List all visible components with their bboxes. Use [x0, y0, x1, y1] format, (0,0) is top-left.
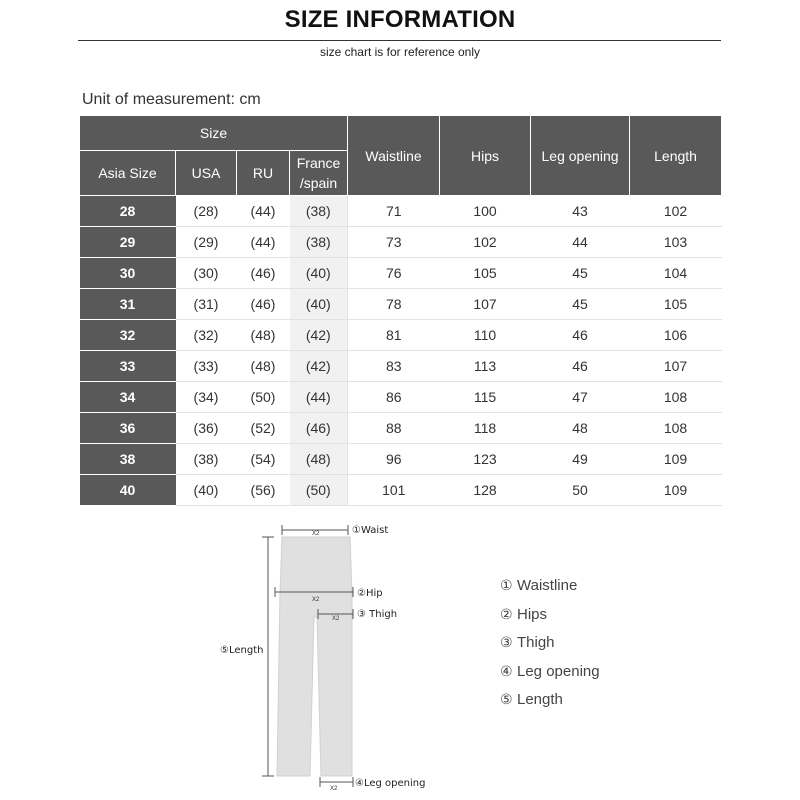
- table-cell: 45: [531, 258, 630, 289]
- table-cell: 102: [440, 227, 531, 258]
- col-header-leg-opening: Leg opening: [531, 116, 630, 196]
- legend-number: ②: [500, 606, 513, 623]
- table-cell: (44): [237, 196, 290, 227]
- table-cell: 115: [440, 382, 531, 413]
- table-cell: 33: [80, 351, 176, 382]
- table-cell: 30: [80, 258, 176, 289]
- table-cell: (42): [290, 351, 348, 382]
- table-cell: (30): [176, 258, 237, 289]
- unit-label: Unit of measurement: cm: [82, 91, 261, 108]
- table-cell: 50: [531, 475, 630, 506]
- table-row: [80, 258, 722, 289]
- table-cell: 128: [440, 475, 531, 506]
- page-title: SIZE INFORMATION: [284, 6, 516, 33]
- pants-shape: [277, 537, 352, 776]
- pants-diagram: [210, 510, 460, 800]
- table-cell: (33): [176, 351, 237, 382]
- table-cell: 104: [630, 258, 722, 289]
- table-cell: 36: [80, 413, 176, 444]
- table-cell: (44): [290, 382, 348, 413]
- measurement-legend: [500, 574, 600, 717]
- table-cell: 107: [630, 351, 722, 382]
- table-cell: 34: [80, 382, 176, 413]
- table-cell: 73: [348, 227, 440, 258]
- legend-item-length: [500, 688, 600, 717]
- table-cell: 110: [440, 320, 531, 351]
- table-cell: (42): [290, 320, 348, 351]
- legend-item-leg-opening: [500, 660, 600, 689]
- table-cell: 105: [440, 258, 531, 289]
- hip-x2-label: X2: [312, 597, 320, 603]
- table-cell: (31): [176, 289, 237, 320]
- table-cell: 83: [348, 351, 440, 382]
- table-row: [80, 227, 722, 258]
- table-cell: (46): [237, 289, 290, 320]
- table-cell: 76: [348, 258, 440, 289]
- table-cell: (50): [290, 475, 348, 506]
- table-cell: 29: [80, 227, 176, 258]
- table-cell: 32: [80, 320, 176, 351]
- col-header-france-spain: France /spain: [290, 151, 348, 196]
- table-cell: 28: [80, 196, 176, 227]
- table-cell: 45: [531, 289, 630, 320]
- table-row: [80, 444, 722, 475]
- col-header-asia-size: Asia Size: [80, 151, 176, 196]
- table-cell: 108: [630, 382, 722, 413]
- table-cell: (40): [290, 289, 348, 320]
- legend-label: Thigh: [517, 634, 555, 651]
- size-group-header: Size: [80, 116, 348, 151]
- col-header-ru: RU: [237, 151, 290, 196]
- leg-x2-label: X2: [330, 786, 338, 792]
- legend-number: ①: [500, 578, 513, 594]
- table-cell: 81: [348, 320, 440, 351]
- waist-label: ①Waist: [352, 525, 389, 536]
- table-cell: 123: [440, 444, 531, 475]
- table-cell: (48): [237, 351, 290, 382]
- table-cell: 38: [80, 444, 176, 475]
- title-divider: [78, 40, 721, 41]
- legend-item-thigh: [500, 631, 600, 660]
- table-cell: 43: [531, 196, 630, 227]
- table-cell: (28): [176, 196, 237, 227]
- table-cell: (44): [237, 227, 290, 258]
- table-row: [80, 413, 722, 444]
- table-cell: (29): [176, 227, 237, 258]
- table-cell: 78: [348, 289, 440, 320]
- table-cell: 46: [531, 320, 630, 351]
- table-cell: 118: [440, 413, 531, 444]
- length-label: ⑤Length: [220, 645, 264, 656]
- thigh-label: ③ Thigh: [357, 609, 398, 620]
- col-header-usa: USA: [176, 151, 237, 196]
- table-cell: 44: [531, 227, 630, 258]
- table-cell: 86: [348, 382, 440, 413]
- legend-item-waistline: [500, 574, 600, 603]
- table-cell: 47: [531, 382, 630, 413]
- table-cell: (54): [237, 444, 290, 475]
- table-cell: (40): [290, 258, 348, 289]
- table-cell: (52): [237, 413, 290, 444]
- table-cell: 96: [348, 444, 440, 475]
- table-cell: (32): [176, 320, 237, 351]
- table-cell: 106: [630, 320, 722, 351]
- table-cell: (48): [290, 444, 348, 475]
- table-cell: 107: [440, 289, 531, 320]
- table-cell: 102: [630, 196, 722, 227]
- table-cell: 105: [630, 289, 722, 320]
- table-cell: (56): [237, 475, 290, 506]
- table-cell: 31: [80, 289, 176, 320]
- table-row: [80, 320, 722, 351]
- leg-opening-label: ④Leg opening: [355, 778, 426, 789]
- legend-label: Hips: [517, 605, 548, 623]
- table-row: [80, 196, 722, 227]
- table-cell: (50): [237, 382, 290, 413]
- table-cell: (46): [290, 413, 348, 444]
- subtitle: size chart is for reference only: [319, 45, 481, 59]
- table-cell: (38): [290, 196, 348, 227]
- table-cell: (36): [176, 413, 237, 444]
- table-cell: 108: [630, 413, 722, 444]
- table-cell: 100: [440, 196, 531, 227]
- table-row: [80, 475, 722, 506]
- table-row: [80, 351, 722, 382]
- legend-number: ⑤: [500, 692, 513, 708]
- table-cell: 71: [348, 196, 440, 227]
- legend-label: Length: [517, 691, 563, 708]
- table-cell: 109: [630, 475, 722, 506]
- table-cell: 103: [630, 227, 722, 258]
- table-cell: 46: [531, 351, 630, 382]
- table-cell: (48): [237, 320, 290, 351]
- table-cell: 88: [348, 413, 440, 444]
- table-cell: (40): [176, 475, 237, 506]
- hip-label: ②Hip: [357, 588, 383, 599]
- table-cell: 101: [348, 475, 440, 506]
- thigh-x2-label: X2: [332, 616, 340, 622]
- table-cell: (34): [176, 382, 237, 413]
- legend-label: Leg opening: [517, 662, 600, 680]
- table-row: [80, 289, 722, 320]
- legend-item-hips: [500, 603, 600, 632]
- col-header-waistline: Waistline: [348, 116, 440, 196]
- table-cell: 40: [80, 475, 176, 506]
- table-cell: (38): [176, 444, 237, 475]
- col-header-hips: Hips: [440, 116, 531, 196]
- size-table: [79, 115, 722, 506]
- legend-label: Waistline: [517, 577, 578, 594]
- waist-x2-label: X2: [312, 531, 320, 537]
- table-cell: 109: [630, 444, 722, 475]
- col-header-length: Length: [630, 116, 722, 196]
- table-row: [80, 382, 722, 413]
- table-cell: (46): [237, 258, 290, 289]
- table-cell: 48: [531, 413, 630, 444]
- table-cell: 49: [531, 444, 630, 475]
- legend-number: ④: [500, 663, 513, 680]
- table-cell: 113: [440, 351, 531, 382]
- legend-number: ③: [500, 635, 513, 651]
- table-cell: (38): [290, 227, 348, 258]
